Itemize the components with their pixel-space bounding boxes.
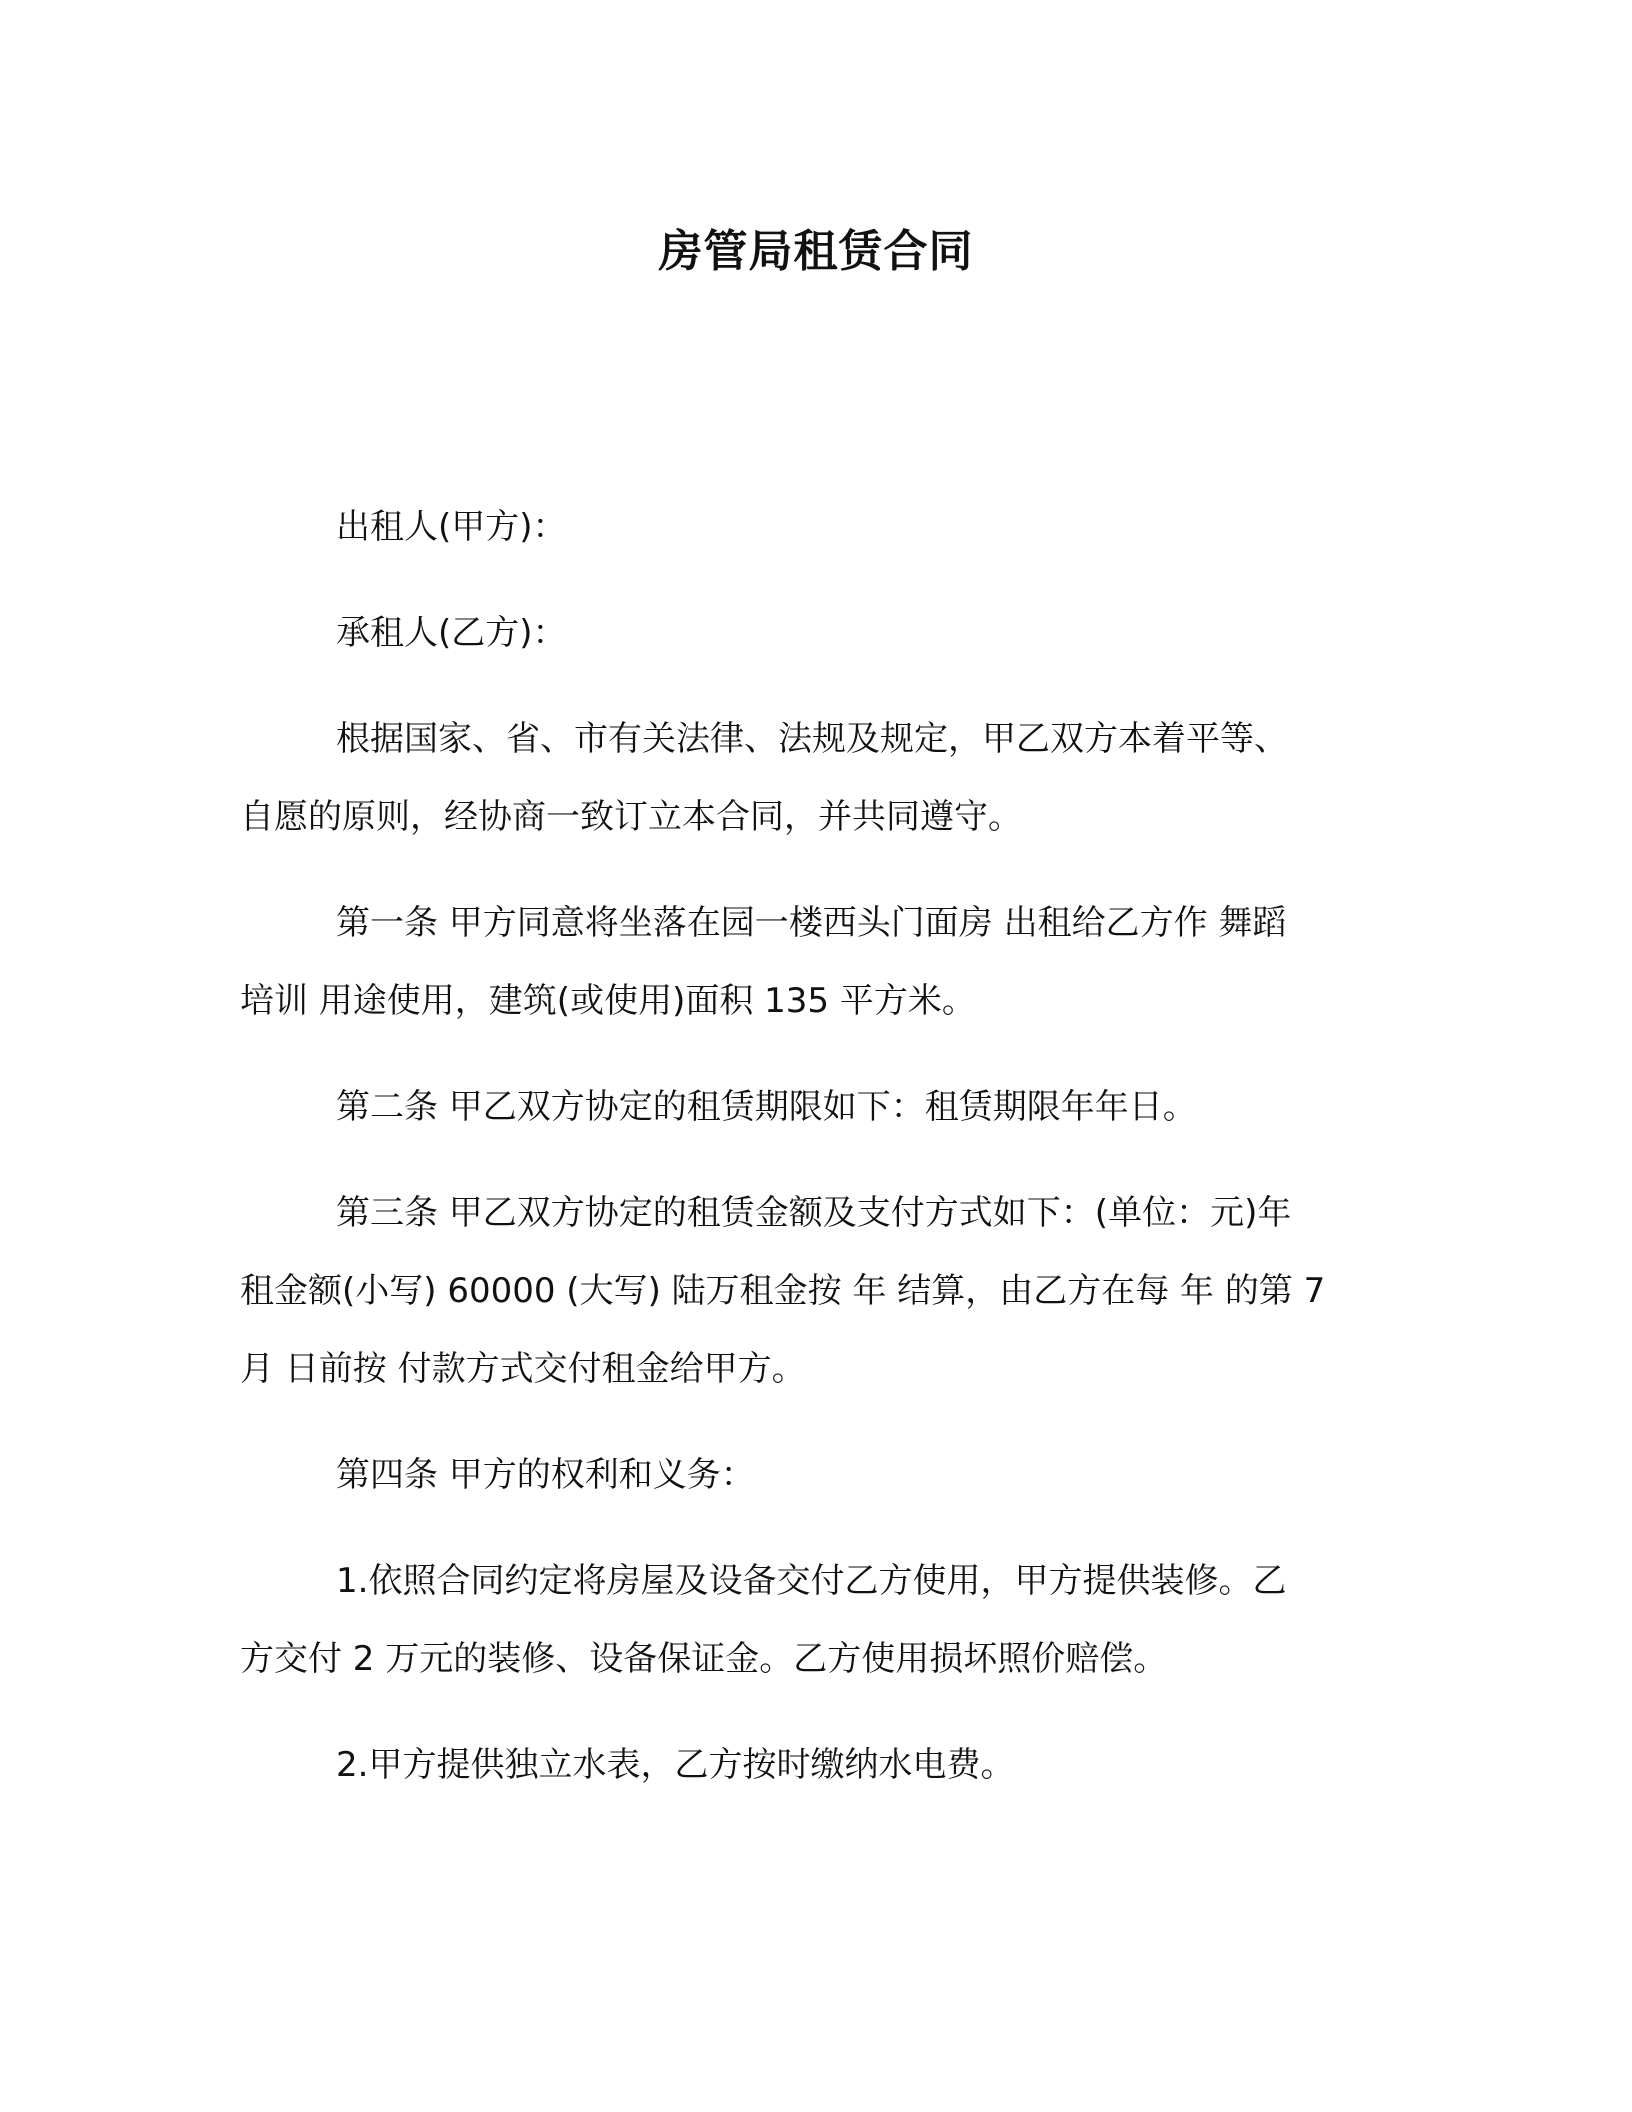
paragraph-line: 2.甲方提供独立水表，乙方按时缴纳水电费。: [336, 1745, 1015, 1785]
paragraph-line: 第一条 甲方同意将坐落在园一楼西头门面房 出租给乙方作 舞蹈: [336, 903, 1287, 943]
document-title: 房管局租赁合同: [658, 226, 974, 277]
paragraph-line: 月 日前按 付款方式交付租金给甲方。: [240, 1349, 806, 1389]
paragraph-line: 1.依照合同约定将房屋及设备交付乙方使用，甲方提供装修。乙: [336, 1561, 1287, 1601]
paragraph-line: 第四条 甲方的权利和义务：: [336, 1455, 755, 1495]
paragraph-line: 租金额(小写) 60000 (大写) 陆万租金按 年 结算，由乙方在每 年 的第 7: [240, 1271, 1326, 1311]
paragraph-line: 出租人(甲方)：: [336, 507, 567, 547]
paragraph-line: 第二条 甲乙双方协定的租赁期限如下：租赁期限年年日。: [336, 1087, 1197, 1127]
paragraph-article-4: [240, 1436, 1392, 1514]
paragraph-article-1: [240, 884, 1392, 1040]
paragraph-lessor: [240, 488, 1392, 566]
paragraph-line: 承租人(乙方)：: [336, 613, 567, 653]
paragraph-line: 自愿的原则，经协商一致订立本合同，并共同遵守。: [240, 797, 1022, 837]
paragraph-clause-2: [240, 1726, 1392, 1804]
paragraph-clause-1: [240, 1542, 1392, 1698]
paragraph-article-2: [240, 1068, 1392, 1146]
paragraph-line: 方交付 2 万元的装修、设备保证金。乙方使用损坏照价赔偿。: [240, 1639, 1168, 1679]
paragraph-line: 根据国家、省、市有关法律、法规及规定，甲乙双方本着平等、: [336, 719, 1288, 759]
document-body: [240, 488, 1392, 1832]
paragraph-article-3: [240, 1174, 1392, 1408]
paragraph-preamble: [240, 700, 1392, 856]
paragraph-line: 培训 用途使用，建筑(或使用)面积 135 平方米。: [240, 981, 976, 1021]
paragraph-line: 第三条 甲乙双方协定的租赁金额及支付方式如下：(单位：元)年: [336, 1193, 1292, 1233]
paragraph-lessee: [240, 594, 1392, 672]
